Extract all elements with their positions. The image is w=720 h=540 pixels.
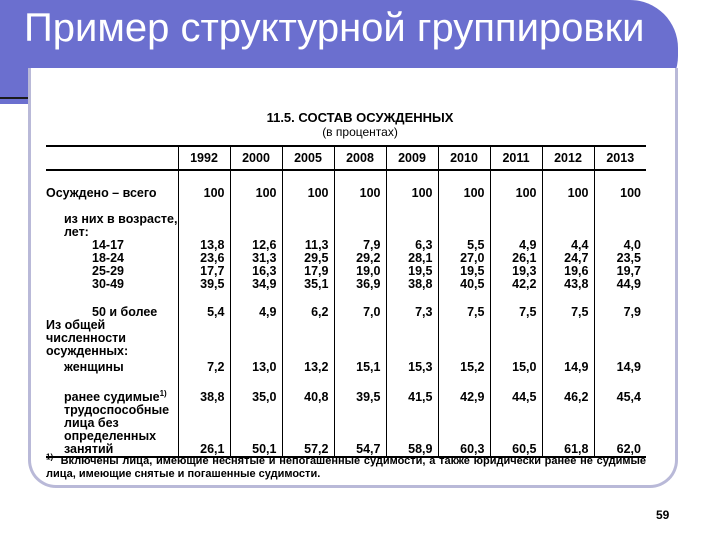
table-cell: 15,0 bbox=[490, 358, 542, 374]
table-cell: 7,5 bbox=[490, 291, 542, 319]
table-cell: 61,8 bbox=[542, 404, 594, 457]
table-cell: 11,3 bbox=[282, 239, 334, 252]
table-cell: 29,5 bbox=[282, 252, 334, 265]
table-cell: 100 bbox=[334, 170, 386, 200]
table-cell: 38,8 bbox=[386, 278, 438, 291]
table-cell: 46,2 bbox=[542, 374, 594, 404]
table-row bbox=[46, 252, 646, 265]
table-row bbox=[46, 319, 646, 358]
table-cell: 28,1 bbox=[386, 252, 438, 265]
table-cell: 100 bbox=[490, 170, 542, 200]
table-cell: 42,9 bbox=[438, 374, 490, 404]
table-title: 11.5. СОСТАВ ОСУЖДЕННЫХ bbox=[266, 110, 454, 125]
table-row bbox=[46, 278, 646, 291]
row-label: 30-49 bbox=[92, 277, 124, 291]
table-cell: 16,3 bbox=[230, 265, 282, 278]
table-cell: 31,3 bbox=[230, 252, 282, 265]
table-cell: 15,1 bbox=[334, 358, 386, 374]
table-row bbox=[46, 239, 646, 252]
table-cell: 42,2 bbox=[490, 278, 542, 291]
row-label-text: ранее судимые bbox=[64, 390, 160, 404]
row-label: Осуждено – всего bbox=[46, 186, 157, 200]
table-cell: 100 bbox=[438, 170, 490, 200]
table-cell: 36,9 bbox=[334, 278, 386, 291]
table-cell: 5,4 bbox=[178, 291, 230, 319]
table-cell: 7,5 bbox=[542, 291, 594, 319]
year-header: 2008 bbox=[334, 146, 386, 170]
table-cell: 7,9 bbox=[334, 239, 386, 252]
table-cell: 14,9 bbox=[542, 358, 594, 374]
table-cell: 15,3 bbox=[386, 358, 438, 374]
table-cell: 4,9 bbox=[490, 239, 542, 252]
table-cell: 19,5 bbox=[386, 265, 438, 278]
table-cell: 19,6 bbox=[542, 265, 594, 278]
row-label: 50 и более bbox=[92, 305, 158, 319]
table-cell: 19,0 bbox=[334, 265, 386, 278]
table-cell: 23,5 bbox=[594, 252, 646, 265]
table-cell: 41,5 bbox=[386, 374, 438, 404]
table-cell: 17,9 bbox=[282, 265, 334, 278]
table-row bbox=[46, 374, 646, 404]
row-label: женщины bbox=[64, 360, 124, 374]
table-cell: 4,4 bbox=[542, 239, 594, 252]
table-cell: 35,1 bbox=[282, 278, 334, 291]
footnote-marker: 1) bbox=[46, 452, 54, 462]
table-cell: 40,5 bbox=[438, 278, 490, 291]
table-cell: 43,8 bbox=[542, 278, 594, 291]
row-label: 14-17 bbox=[92, 238, 124, 252]
table-cell: 6,2 bbox=[282, 291, 334, 319]
table-cell: 4,9 bbox=[230, 291, 282, 319]
table-cell: 19,7 bbox=[594, 265, 646, 278]
table-cell: 27,0 bbox=[438, 252, 490, 265]
table-cell: 5,5 bbox=[438, 239, 490, 252]
year-header: 1992 bbox=[178, 146, 230, 170]
row-label: 25-29 bbox=[92, 264, 124, 278]
year-header: 2009 bbox=[386, 146, 438, 170]
header-label-cell bbox=[46, 146, 178, 170]
table-cell: 13,2 bbox=[282, 358, 334, 374]
table-row bbox=[46, 291, 646, 319]
page-number: 59 bbox=[656, 508, 670, 522]
table-cell: 50,1 bbox=[230, 404, 282, 457]
table-cell: 12,6 bbox=[230, 239, 282, 252]
row-label: из них в возрасте, лет: bbox=[64, 212, 178, 239]
table-cell: 60,5 bbox=[490, 404, 542, 457]
table-cell: 6,3 bbox=[386, 239, 438, 252]
table-cell: 7,2 bbox=[178, 358, 230, 374]
table-footnote bbox=[46, 452, 646, 481]
table-cell: 26,1 bbox=[490, 252, 542, 265]
row-label: трудоспособные лица без определенных занятий bbox=[46, 404, 178, 457]
table-cell: 100 bbox=[178, 170, 230, 200]
table-row bbox=[46, 265, 646, 278]
table-cell: 45,4 bbox=[594, 374, 646, 404]
year-header: 2012 bbox=[542, 146, 594, 170]
table-cell: 15,2 bbox=[438, 358, 490, 374]
table-cell: 60,3 bbox=[438, 404, 490, 457]
table-cell: 34,9 bbox=[230, 278, 282, 291]
table-cell: 13,8 bbox=[178, 239, 230, 252]
table-cell: 35,0 bbox=[230, 374, 282, 404]
table-subtitle: (в процентах) bbox=[322, 125, 398, 139]
table-cell: 23,6 bbox=[178, 252, 230, 265]
year-header: 2013 bbox=[594, 146, 646, 170]
table-cell: 100 bbox=[594, 170, 646, 200]
table-cell: 26,1 bbox=[178, 404, 230, 457]
row-label bbox=[46, 374, 178, 404]
table-cell: 7,5 bbox=[438, 291, 490, 319]
table-cell: 14,9 bbox=[594, 358, 646, 374]
table-row bbox=[46, 404, 646, 457]
table-row bbox=[46, 170, 646, 200]
table-cell: 44,5 bbox=[490, 374, 542, 404]
slide-title: Пример структурной группировки bbox=[24, 6, 645, 50]
data-table bbox=[46, 145, 646, 458]
table-cell: 13,0 bbox=[230, 358, 282, 374]
table-cell: 7,0 bbox=[334, 291, 386, 319]
year-header: 2011 bbox=[490, 146, 542, 170]
footnote-text: Включены лица, имеющие неснятые и непогашенные судимости, а также юридически ранее не судимые лица, имеющие снятые и погашенные судимости. bbox=[46, 455, 646, 480]
table-row bbox=[46, 358, 646, 374]
year-header: 2010 bbox=[438, 146, 490, 170]
table-cell: 38,8 bbox=[178, 374, 230, 404]
table-cell: 19,3 bbox=[490, 265, 542, 278]
table-cell: 62,0 bbox=[594, 404, 646, 457]
table-cell: 100 bbox=[282, 170, 334, 200]
table-cell: 7,3 bbox=[386, 291, 438, 319]
table-cell: 24,7 bbox=[542, 252, 594, 265]
row-label: 18-24 bbox=[92, 251, 124, 265]
table-cell: 58,9 bbox=[386, 404, 438, 457]
year-header: 2005 bbox=[282, 146, 334, 170]
table-cell: 44,9 bbox=[594, 278, 646, 291]
table-cell: 17,7 bbox=[178, 265, 230, 278]
table-cell: 40,8 bbox=[282, 374, 334, 404]
table-cell: 54,7 bbox=[334, 404, 386, 457]
table-cell: 57,2 bbox=[282, 404, 334, 457]
row-label: Из общей численности осужденных: bbox=[46, 318, 129, 358]
footnote-mark: 1) bbox=[159, 388, 167, 398]
table-cell: 100 bbox=[230, 170, 282, 200]
table-cell: 7,9 bbox=[594, 291, 646, 319]
table-cell: 100 bbox=[542, 170, 594, 200]
table-header-row bbox=[46, 146, 646, 170]
table-cell: 4,0 bbox=[594, 239, 646, 252]
table-cell: 39,5 bbox=[178, 278, 230, 291]
table-cell: 29,2 bbox=[334, 252, 386, 265]
table-row bbox=[46, 200, 646, 239]
table-cell: 19,5 bbox=[438, 265, 490, 278]
table-cell: 39,5 bbox=[334, 374, 386, 404]
year-header: 2000 bbox=[230, 146, 282, 170]
table-cell: 100 bbox=[386, 170, 438, 200]
